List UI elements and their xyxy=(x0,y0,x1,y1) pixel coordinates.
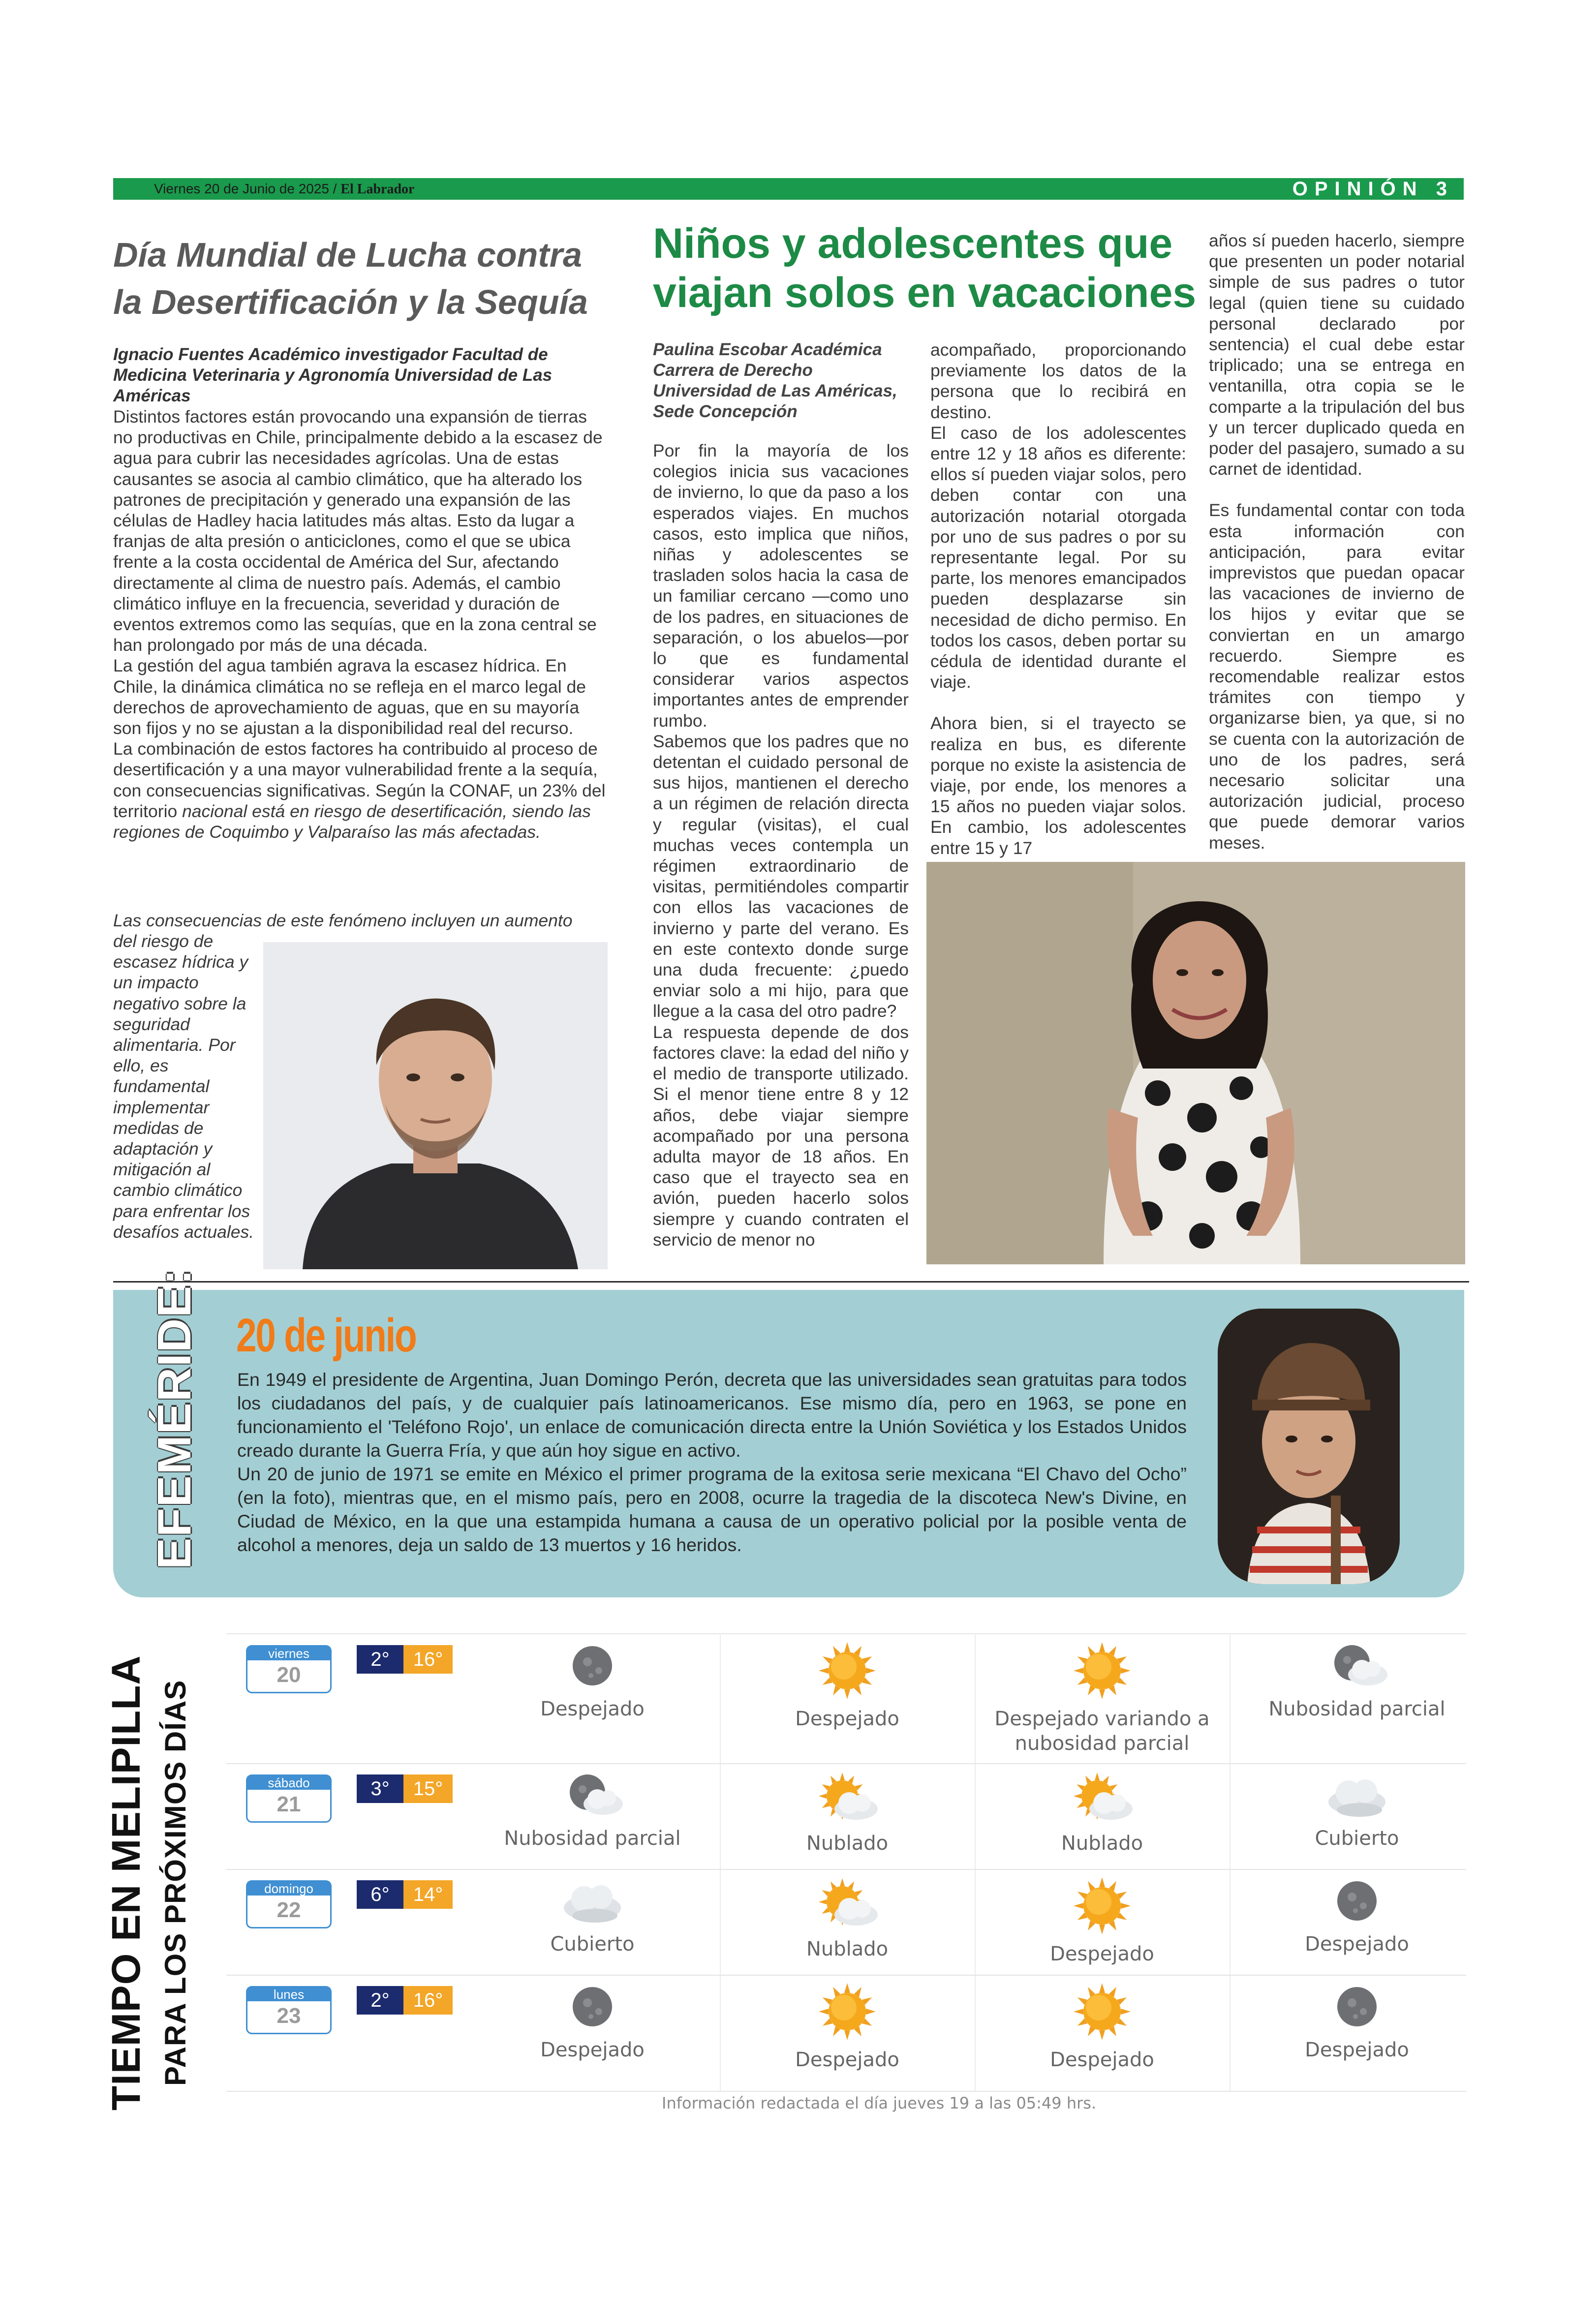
forecast-label: Despejado xyxy=(1305,2039,1409,2061)
right-article-paragraph: Por fin la mayoría de los colegios inicia sus vacaciones de invierno, lo que da paso a los esperados viajes. En muchos casos, esto implica que niños, niñas y adolescentes se trasladen solos hacia la casa de un familiar cercano —como uno de los padres, en situaciones de separación, o los abuelos—por lo que es fundamental considerar varios aspectos importantes antes de emprender rumbo. xyxy=(653,441,909,731)
day-name: sábado xyxy=(247,1776,330,1790)
weather-subtitle: PARA LOS PRÓXIMOS DÍAS xyxy=(159,1680,192,2086)
cloud-icon xyxy=(465,1876,720,1928)
section-divider xyxy=(113,1281,1469,1283)
forecast-period xyxy=(1230,1982,1484,2062)
efemeride-label: EFEMÉRIDE: xyxy=(148,1268,201,1569)
forecast-label: Despejado xyxy=(1050,1943,1154,1965)
calendar-day-icon xyxy=(246,1880,332,1928)
temp-min: 2° xyxy=(357,1986,403,2015)
temperature-range xyxy=(357,1880,453,1909)
forecast-period xyxy=(465,1876,720,1957)
forecast-label: Nublado xyxy=(1061,1832,1143,1855)
sun-icon xyxy=(720,1982,975,2044)
temp-min: 2° xyxy=(357,1645,403,1674)
author-photo-ignacio xyxy=(263,942,608,1269)
forecast-period xyxy=(465,1641,720,1721)
temperature-range xyxy=(357,1645,453,1674)
cloud-icon xyxy=(1230,1771,1484,1822)
right-article-paragraph: Es fundamental contar con toda esta información con anticipación, para evitar imprevistos que puedan opacar las vacaciones de invierno de los hijos y evitar que se conviertan en un amargo recuerdo. Siempre es recomendable realizar estos trámites con tiempo y organizarse bien, ya que, si no se cuenta con la autorización de uno de los padres, será necesario solicitar una autorización judicial, proceso que puede demorar varios meses. xyxy=(1209,500,1465,853)
section-label: OPINIÓN 3 xyxy=(1292,178,1454,200)
header-date-line xyxy=(154,181,414,197)
forecast-label: Cubierto xyxy=(1315,1827,1399,1850)
moon-icon xyxy=(465,1641,720,1693)
left-article-paragraph: La gestión del agua también agrava la escasez hídrica. En Chile, la dinámica climática no se refleja en el marco legal de derechos de aprovechamiento de aguas, que en su mayoría son fijos y no se ajustan a la disponibilidad real del recurso. xyxy=(113,656,586,738)
header-date: Viernes 20 de Junio de 2025 xyxy=(154,181,329,196)
left-article-p3-normal: La combinación de estos factores ha contribuido al proceso de desertificación y a una mayor vulnerabilidad frente a la sequía, con consecuencias significativas. Según la CONAF, un 23% del territorio xyxy=(113,739,606,821)
forecast-period xyxy=(720,1982,975,2072)
weather-row xyxy=(226,1869,1466,1976)
forecast-period xyxy=(975,1982,1230,2072)
efemeride-body xyxy=(237,1368,1187,1557)
temp-min: 6° xyxy=(357,1880,403,1909)
calendar-day-icon xyxy=(246,1986,332,2034)
right-article-paragraph: años sí pueden hacerlo, siempre que presenten un poder notarial simple de sus padres o tutor legal (quien tiene su cuidado personal declarado por sentencia) el cual debe estar triplicado; una se entrega en ventanilla, otra copia se le comparte a la tripulación del bus y un tercer duplicado queda en poder del pasajero, sumado a su carnet de identidad. xyxy=(1209,231,1465,479)
forecast-period xyxy=(1230,1771,1484,1851)
left-article-body xyxy=(113,406,608,842)
left-article-paragraph: Distintos factores están provocando una expansión de tierras no productivas en Chile, principalmente debido a la escasez de agua para cubrir las necesidades agrícolas. Una de estas causantes se asocia al cambio climático, que ha alterado los patrones de precipitación y generado una expansión de las células de Hadley hacia latitudes más altas. Esto da lugar a franjas de alta presión o anticiclones, como el que se ubica frente a la costa occidental de América del Sur, afectando directamente al clima de nuestro país. Además, el cambio climático influye en la frecuencia, severidad y duración de eventos extremos como las sequías, que en la zona central se han prolongado por más de una década. xyxy=(113,407,603,655)
forecast-period xyxy=(720,1771,975,1856)
weather-row xyxy=(226,1764,1466,1870)
sun-icon xyxy=(975,1982,1230,2044)
chavo-del-ocho-photo xyxy=(1218,1309,1400,1584)
moon-cloud-icon xyxy=(1230,1641,1484,1693)
sun-cloud-icon xyxy=(720,1771,975,1827)
weather-row xyxy=(226,1634,1466,1764)
right-article-paragraph: El caso de los adolescentes entre 12 y 18 años es diferente: ellos sí pueden viajar solos, pero deben contar con una autorización notarial otorgada por uno de sus padres o por su representante legal. Por su parte, los menores emancipados pueden desplazarse sin necesidad de dicho permiso. En todos los casos, deben portar su cédula de identidad durante el viaje. xyxy=(930,423,1186,692)
forecast-label: Despejado variando a nubosidad parcial xyxy=(994,1708,1210,1755)
day-name: lunes xyxy=(247,1988,330,2001)
day-name: domingo xyxy=(247,1882,330,1896)
header-publication: El Labrador xyxy=(340,182,415,197)
forecast-label: Despejado xyxy=(1305,1933,1409,1956)
right-article-byline: Paulina Escobar Académica Carrera de Derecho Universidad de Las Américas, Sede Concepción xyxy=(653,340,897,421)
day-number: 23 xyxy=(277,2004,301,2028)
right-article-column-3 xyxy=(1209,230,1465,853)
sun-icon xyxy=(720,1641,975,1703)
day-name: viernes xyxy=(247,1647,330,1660)
right-article-paragraph: acompañado, proporcionando previamente los datos de la persona que lo recibirá en destino. xyxy=(930,340,1186,422)
forecast-period xyxy=(465,1982,720,2062)
forecast-period xyxy=(1230,1876,1484,1957)
temperature-range xyxy=(357,1986,453,2015)
temp-min: 3° xyxy=(357,1774,403,1803)
forecast-period xyxy=(975,1771,1230,1856)
calendar-day-icon xyxy=(246,1645,332,1693)
moon-icon xyxy=(1230,1876,1484,1928)
left-article-byline: Ignacio Fuentes Académico investigador Facultad de Medicina Veterinaria y Agronomía Universidad de Las Américas xyxy=(113,345,553,405)
weather-footer: Información redactada el día jueves 19 a las 05:49 hrs. xyxy=(662,2094,1097,2112)
moon-icon xyxy=(465,1982,720,2034)
right-article-paragraph: La respuesta depende de dos factores clave: la edad del niño y el medio de transporte utilizado. Si el menor tiene entre 8 y 12 años, debe viajar siempre acompañado por una persona adulta mayor de 18 años. En caso que el trayecto sea en avión, pueden hacerlo solos siempre y cuando contraten el servicio de menor no xyxy=(653,1022,909,1250)
efemeride-date: 20 de junio xyxy=(236,1309,416,1362)
forecast-label: Nublado xyxy=(806,1832,889,1855)
forecast-label: Nubosidad parcial xyxy=(1268,1698,1446,1720)
weather-row xyxy=(226,1975,1466,2092)
forecast-period xyxy=(720,1876,975,1961)
moon-cloud-icon xyxy=(465,1771,720,1822)
temp-max: 14° xyxy=(403,1880,453,1909)
forecast-period xyxy=(1230,1641,1484,1721)
sun-icon xyxy=(975,1876,1230,1938)
efemeride-paragraph: Un 20 de junio de 1971 se emite en México el primer programa de la exitosa serie mexicana “El Chavo del Ocho” (en la foto), mientras que, en el mismo país, pero en 2008, ocurre la tragedia de la discoteca New's Divine, en Ciudad de México, en la que una estampida humana a causa de un operativo policial por la posible venta de alcohol a menores, deja un saldo de 13 muertos y 16 heridos. xyxy=(237,1464,1187,1555)
calendar-day-icon xyxy=(246,1774,332,1823)
weather-title: TIEMPO EN MELIPILLA xyxy=(104,1655,149,2110)
right-article-column-2 xyxy=(930,339,1186,858)
right-article-paragraph: Sabemos que los padres que no detentan el cuidado personal de sus hijos, mantienen el derecho a un régimen de relación directa y regular (visitas), el cual muchas veces contempla un régimen extraordinario de visitas, permitiéndoles compartir con ellos las vacaciones de invierno y parte del verano. Es en este contexto donde surge una duda frecuente: ¿puedo enviar solo a mi hijo, para que llegue a la casa del otro padre? xyxy=(653,731,909,1021)
forecast-label: Despejado xyxy=(540,2039,645,2061)
left-article-consequences-rest: del riesgo de escasez hídrica y un impacto negativo sobre la seguridad alimentaria. Por ello, es fundamental implementar medidas de adaptación y mitigación al cambio climático para enfrentar los desafíos actuales. xyxy=(113,931,254,1242)
forecast-period xyxy=(975,1876,1230,1966)
forecast-period xyxy=(720,1641,975,1731)
moon-icon xyxy=(1230,1982,1484,2034)
left-article-title: Día Mundial de Lucha contra la Desertificación y la Sequía xyxy=(113,236,588,321)
forecast-label: Despejado xyxy=(795,2049,899,2071)
left-article-paragraph xyxy=(113,738,608,842)
right-article-paragraph: Ahora bien, si el trayecto se realiza en bus, es diferente porque no existe la asistencia de viaje, por ende, los menores a 15 años no pueden viajar solos. En cambio, los adolescentes entre 15 y 17 xyxy=(930,713,1186,858)
author-portrait-woman xyxy=(926,862,1465,1264)
day-number: 21 xyxy=(277,1792,301,1816)
left-article-consequences-line: Las consecuencias de este fenómeno incluyen un aumento xyxy=(113,911,573,930)
forecast-period xyxy=(975,1641,1230,1756)
efemeride-paragraph: En 1949 el presidente de Argentina, Juan Domingo Perón, decreta que las universidades sean gratuitas para todos los ciudadanos del país, y de cualquier país latinoamericanos. Ese mismo día, pero en 1963, se pone en funcionamiento el 'Teléfono Rojo', un enlace de comunicación directa entre la Unión Soviética y los Estados Unidos creado durante la Guerra Fría, y que aún hoy sigue en activo. xyxy=(237,1369,1187,1461)
forecast-label: Nublado xyxy=(806,1938,889,1960)
temp-max: 16° xyxy=(403,1645,453,1674)
sun-cloud-icon xyxy=(720,1876,975,1933)
left-article-p3-italic: nacional está en riesgo de desertificación, siendo las regiones de Coquimbo y Valparaíso las más afectadas. xyxy=(113,801,591,842)
forecast-label: Cubierto xyxy=(550,1933,635,1956)
author-photo-paulina xyxy=(926,862,1465,1264)
sun-cloud-icon xyxy=(975,1771,1230,1827)
author-portrait-man xyxy=(263,942,608,1269)
forecast-period xyxy=(465,1771,720,1851)
forecast-label: Despejado xyxy=(540,1698,645,1720)
forecast-label: Nubosidad parcial xyxy=(504,1827,681,1850)
right-article-column-1 xyxy=(653,440,909,1250)
header-bar xyxy=(113,178,1464,200)
chavo-portrait xyxy=(1218,1309,1400,1584)
sun-icon xyxy=(975,1641,1230,1703)
temperature-range xyxy=(357,1774,453,1803)
right-article-title: Niños y adolescentes que viajan solos en vacaciones xyxy=(653,220,1197,316)
day-number: 20 xyxy=(277,1663,301,1687)
day-number: 22 xyxy=(277,1898,301,1922)
forecast-label: Despejado xyxy=(795,1708,899,1730)
temp-max: 15° xyxy=(403,1774,453,1803)
temp-max: 16° xyxy=(403,1986,453,2015)
forecast-label: Despejado xyxy=(1050,2049,1154,2071)
header-separator: / xyxy=(329,181,341,196)
